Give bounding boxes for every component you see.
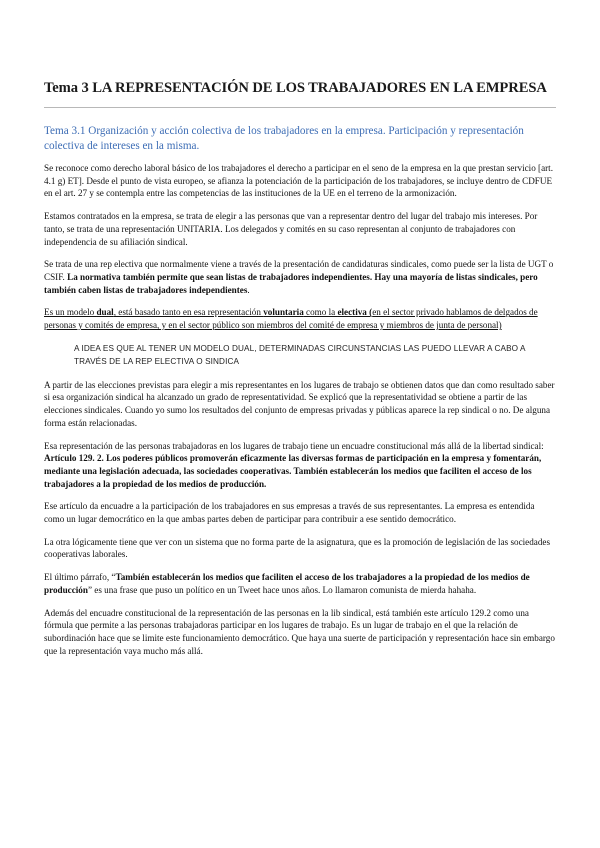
paragraph-6 <box>44 440 556 491</box>
paragraph-8: La otra lógicamente tiene que ver con un sistema que no forma parte de la asignatura, que es la promoción de legislación de las sociedades cooperativas laborales. <box>44 536 550 560</box>
paragraph-9-c: ” es una frase que puso un político en un Tweet hace unos años. Lo llamaron comunista de mierda hahaha. <box>87 584 477 595</box>
document-body <box>44 162 556 667</box>
article-quote: Artículo 129. 2. Los poderes públicos promoverán eficazmente las diversas formas de participación en la empresa y fomentarán, mediante una legislación adecuada, las sociedades cooperativas. También establecerán los medios que faciliten el acceso de los trabajadores a la propiedad de los medios de producción. <box>44 453 542 489</box>
paragraph-3-end: . <box>247 284 250 295</box>
paragraph-4-dual: dual <box>96 307 114 318</box>
paragraph-3-bold: La normativa también permite que sean listas de trabajadores independientes. Hay una mayoría de listas sindicales, pero también caben listas de trabajadores independientes <box>44 271 538 295</box>
paragraph-4-g: en el sector privado hablamos de delgados de personas y comités de empresa, y en el sector público son miembros del comité de empresa y miembros de junta de personal) <box>44 307 538 331</box>
paragraph-10: Además del encuadre constitucional de la representación de las personas en la lib sindical, está también este artículo 129.2 como una fórmula que permite a las personas trabajadoras participar en los lugares de trabajo. Es un lugar de trabajo en el que la relación de subordinación hace que se limite este funcionamiento democrático. Que haya una suerte de participación y representación hace sin embargo que la representación vaya mucho más allá. <box>44 607 555 656</box>
section-subheading: Tema 3.1 Organización y acción colectiva de los trabajadores en la empresa. Participación y representación colectiva de intereses en la misma. <box>44 125 524 152</box>
paragraph-4-e: como la <box>303 307 338 318</box>
paragraph-6-text: Esa representación de las personas trabajadoras en los lugares de trabajo tiene un encuadre constitucional más allá de la libertad sindical: <box>44 440 544 451</box>
paragraph-4-voluntaria: voluntaria <box>263 307 304 318</box>
paragraph-4-a: Es un modelo <box>44 307 97 318</box>
paragraph-4-c: , está basado tanto en esa representación <box>113 307 264 318</box>
paragraph-9 <box>44 571 556 596</box>
paragraph-1: Se reconoce como derecho laboral básico de los trabajadores el derecho a participar en el seno de la empresa en la que prestan servicio [art. 4.1 g) ET]. Desde el punto de vista europeo, se afianza la potenciación de la participación de los trabajadores, se incluye dentro de CDFUE en el art. 27 y se contempla entre las competencias de las instituciones de la UE en el terreno de la armonización. <box>44 163 553 199</box>
paragraph-7: Ese artículo da encuadre a la participación de los trabajadores en sus empresas a través de sus representantes. La empresa es entendida como un lugar democrático en la que ambas partes deben de participar para contribuir a ese sentido democrático. <box>44 501 535 525</box>
paragraph-9-quote: También establecerán los medios que faciliten el acceso de los trabajadores a la propiedad de los medios de producción <box>44 572 530 595</box>
paragraph-2: Estamos contratados en la empresa, se trata de elegir a las personas que van a representar dentro del lugar del trabajo mis intereses. Por tanto, se trata de una representación UNITARIA. Los delegados y comités en su caso representan al conjunto de trabajadores con independencia de su afiliación sindical. <box>44 211 538 247</box>
paragraph-4-electiva: electiva ( <box>337 307 373 318</box>
paragraph-4 <box>44 306 556 331</box>
paragraph-3-text: Se trata de una rep electiva que normalmente viene a través de la presentación de candidaturas sindicales, como puede ser la lista de UGT o CSIF. <box>44 259 554 282</box>
paragraph-5: A partir de las elecciones previstas para elegir a mis representantes en los lugares de trabajo se obtienen datos que dan como resultado saber si esa organización sindical ha alcanzado un grado de representatividad. Se explicó que la representatividad se obtiene a partir de las elecciones sindicales. Cuando yo sumo los resultados del conjunto de empresas privadas y públicas aparece la rep sindical o no. De alguna forma están relacionadas. <box>44 379 555 428</box>
page-title: Tema 3 LA REPRESENTACIÓN DE LOS TRABAJADORES EN LA EMPRESA <box>44 80 547 96</box>
paragraph-3 <box>44 258 556 296</box>
paragraph-9-a: El último párrafo, “ <box>44 572 116 583</box>
title-divider <box>44 107 556 108</box>
indented-note: A IDEA ES QUE AL TENER UN MODELO DUAL, DETERMINADAS CIRCUNSTANCIAS LAS PUEDO LLEVAR A CABO A TRAVÉS DE LA REP ELECTIVA O SINDICA <box>74 343 526 366</box>
